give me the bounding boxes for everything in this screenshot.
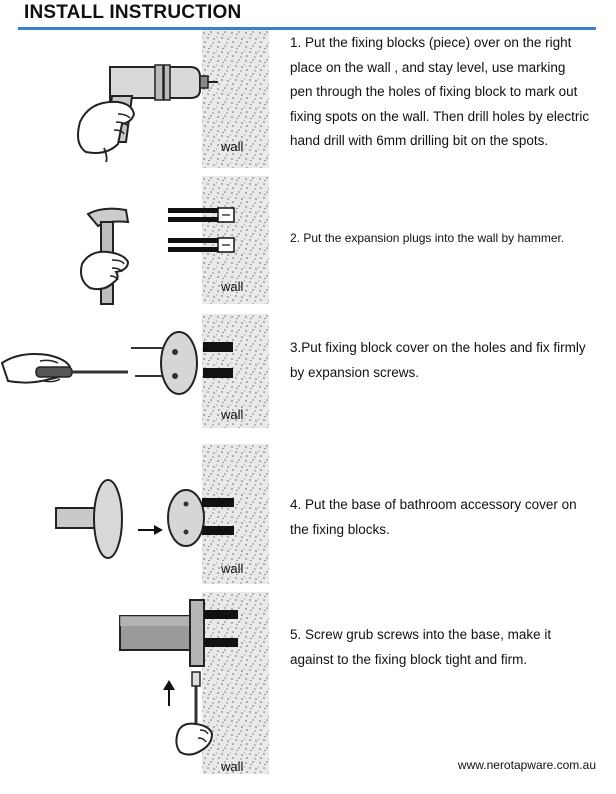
hammer-illustration: [68, 204, 158, 304]
wall-label: wall: [221, 279, 244, 294]
arrow-right-icon: [138, 524, 164, 536]
wall-label: wall: [221, 139, 244, 154]
title-underline: [18, 27, 596, 30]
wall-label: wall: [221, 407, 244, 422]
step-1-text: 1. Put the fixing blocks (piece) over on the right place on the wall , and stay level, use marking pen through the holes of fixing block to mark out fixing spots on the wall. Then drill holes by electric hand drill with 6mm drilling bit on the spots.: [290, 35, 590, 148]
step-5-text: 5. Screw grub screws into the base, make it against to the fixing block tight and firm.: [290, 627, 552, 667]
expansion-plugs-illustration: [168, 207, 244, 255]
mounted-accessory-illustration: [120, 598, 250, 668]
wall-label: wall: [221, 759, 244, 774]
accessory-base-illustration: [52, 478, 132, 560]
screwdriver-hand-illustration: [0, 345, 135, 395]
page-title: INSTALL INSTRUCTION: [24, 2, 242, 23]
wall-label: wall: [221, 561, 244, 576]
electric-drill-illustration: [60, 52, 220, 162]
step-4-text: 4. Put the base of bathroom accessory cover on the fixing blocks.: [290, 497, 577, 537]
allen-key-hand-illustration: [172, 672, 222, 760]
fixing-block-cover-illustration: [125, 330, 245, 396]
fixing-block-on-wall-illustration: [166, 488, 246, 548]
website-url: www.nerotapware.com.au: [457, 758, 596, 772]
step-2-text: 2. Put the expansion plugs into the wall by hammer.: [290, 231, 565, 245]
step-3-text: 3.Put fixing block cover on the holes and fix firmly by expansion screws.: [290, 340, 586, 380]
